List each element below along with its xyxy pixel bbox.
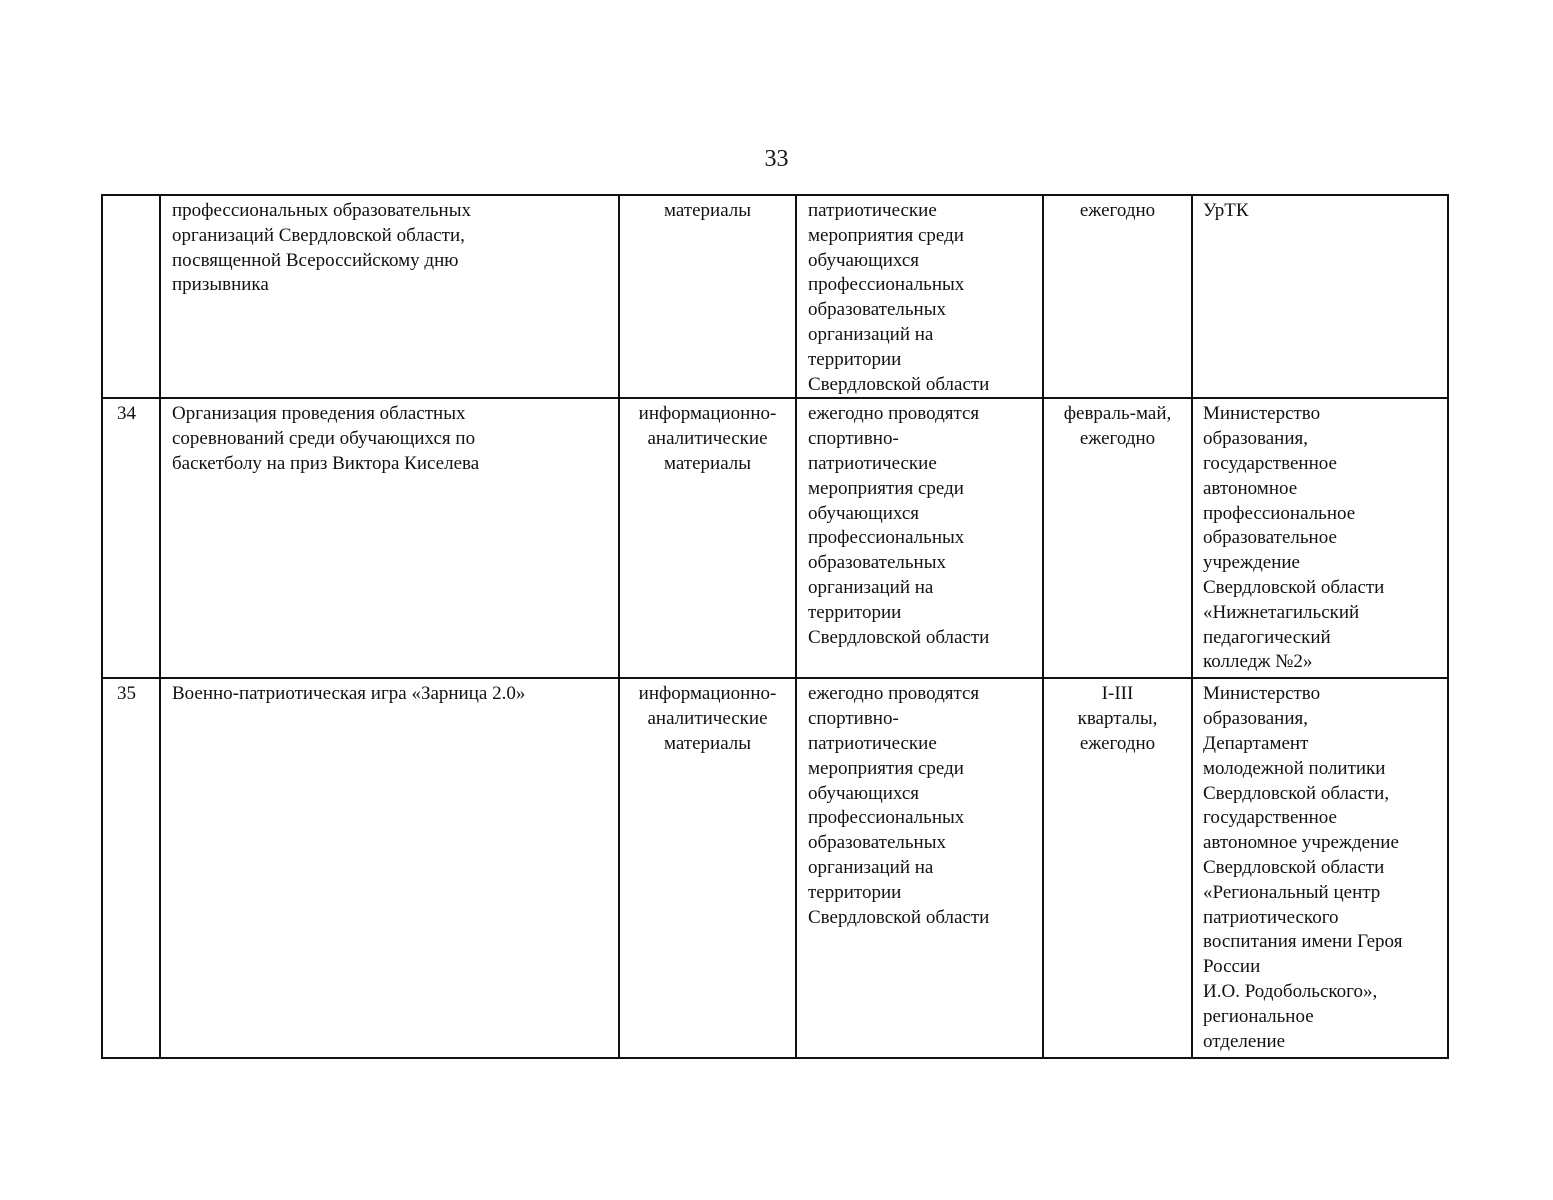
- cell-text-line: образовательное: [1203, 527, 1337, 549]
- cell-text-line: Свердловской области: [1203, 576, 1385, 598]
- executors-cell: [1192, 398, 1448, 678]
- cell-text-line: молодежной политики: [1203, 757, 1386, 779]
- cell-text-line: Свердловской области,: [1203, 782, 1390, 804]
- cell-text-line: баскетболу на приз Виктора Киселева: [172, 452, 480, 474]
- cell-text-line: кварталы,: [1077, 708, 1158, 730]
- executors-cell: [1192, 195, 1448, 398]
- cell-text-line: государственное: [1203, 452, 1337, 474]
- cell-text-line: образовательных: [808, 832, 946, 854]
- cell-text-line: отделение: [1203, 1030, 1286, 1052]
- executors-cell: [1192, 678, 1448, 1058]
- documents-cell: [619, 195, 796, 398]
- cell-text-line: И.О. Родобольского»,: [1203, 980, 1378, 1002]
- cell-text-line: февраль-май,: [1063, 403, 1172, 425]
- cell-text-line: Свердловской области: [808, 373, 990, 395]
- cell-text-line: ежегодно проводятся: [808, 683, 980, 705]
- cell-text-line: ежегодно: [1079, 200, 1156, 221]
- cell-text-line: мероприятия среди: [808, 757, 964, 779]
- cell-text-line: обучающихся: [808, 502, 920, 524]
- cell-text-line: Департамент: [1203, 732, 1309, 754]
- row-number-cell: [102, 398, 160, 678]
- cell-text-line: государственное: [1203, 807, 1337, 829]
- cell-text-line: автономное: [1203, 477, 1298, 499]
- cell-text-line: информационно-: [638, 403, 777, 425]
- cell-text-line: ежегодно: [1079, 428, 1156, 450]
- cell-text-line: региональное: [1203, 1005, 1314, 1027]
- cell-text-line: материалы: [663, 452, 752, 474]
- cell-text-line: территории: [808, 601, 902, 623]
- cell-text-line: информационно-: [638, 683, 777, 705]
- cell-text: 35: [117, 683, 136, 705]
- cell-text-line: Министерство: [1203, 683, 1321, 705]
- cell-text-line: УрТК: [1203, 200, 1249, 221]
- cell-text-line: патриотические: [808, 200, 937, 221]
- cell-text: 34: [117, 403, 136, 425]
- cell-text-line: профессиональное: [1203, 502, 1356, 524]
- cell-text-line: организаций на: [808, 576, 934, 598]
- result-cell: [796, 678, 1043, 1058]
- cell-text-line: профессиональных: [808, 527, 965, 549]
- term-cell: [1043, 678, 1192, 1058]
- cell-text-line: организаций на: [808, 323, 934, 345]
- event-cell: [160, 195, 619, 398]
- cell-text-line: ежегодно: [1079, 732, 1156, 754]
- cell-text-line: «Региональный центр: [1203, 881, 1381, 903]
- cell-text-line: патриотические: [808, 732, 937, 754]
- cell-text-line: Организация проведения областных: [172, 403, 466, 425]
- cell-text-line: материалы: [663, 732, 752, 754]
- cell-text-line: воспитания имени Героя: [1203, 931, 1403, 953]
- cell-text-line: образования,: [1203, 708, 1308, 730]
- cell-text-line: мероприятия среди: [808, 224, 964, 246]
- result-cell: [796, 195, 1043, 398]
- cell-text-line: I-III: [1101, 683, 1134, 705]
- cell-text-line: территории: [808, 348, 902, 370]
- result-cell: [796, 398, 1043, 678]
- cell-text-line: учреждение: [1203, 552, 1300, 574]
- cell-text-line: аналитические: [647, 428, 768, 450]
- cell-text-line: организаций на: [808, 856, 934, 878]
- cell-text-line: колледж №2»: [1203, 651, 1313, 673]
- cell-text-line: обучающихся: [808, 782, 920, 804]
- cell-text-line: спортивно-: [808, 708, 899, 730]
- documents-cell: [619, 398, 796, 678]
- cell-text-line: посвященной Всероссийскому дню: [172, 249, 459, 271]
- table-row: [102, 398, 1448, 678]
- cell-text-line: призывника: [172, 274, 269, 296]
- cell-text-line: патриотические: [808, 452, 937, 474]
- cell-text-line: России: [1203, 956, 1261, 978]
- cell-text-line: ежегодно проводятся: [808, 403, 980, 425]
- cell-text-line: мероприятия среди: [808, 477, 964, 499]
- cell-text-line: обучающихся: [808, 249, 920, 271]
- event-cell: [160, 678, 619, 1058]
- cell-text-line: Свердловской области: [808, 906, 990, 928]
- cell-text-line: автономное учреждение: [1203, 832, 1399, 854]
- cell-text-line: профессиональных: [808, 274, 965, 296]
- cell-text-line: Министерство: [1203, 403, 1321, 425]
- cell-text-line: Свердловской области: [808, 626, 990, 648]
- term-cell: [1043, 195, 1192, 398]
- plan-table: [101, 194, 1449, 1059]
- cell-text-line: материалы: [663, 200, 752, 221]
- term-cell: [1043, 398, 1192, 678]
- table-body: [102, 195, 1448, 1058]
- table-row: [102, 195, 1448, 398]
- event-cell: [160, 398, 619, 678]
- cell-text-line: соревнований среди обучающихся по: [172, 428, 476, 450]
- cell-text-line: профессиональных: [808, 807, 965, 829]
- cell-text-line: территории: [808, 881, 902, 903]
- table-row: [102, 678, 1448, 1058]
- cell-text-line: патриотического: [1203, 906, 1339, 928]
- row-number-cell: [102, 195, 160, 398]
- cell-text-line: образовательных: [808, 552, 946, 574]
- cell-text-line: спортивно-: [808, 428, 899, 450]
- cell-text-line: педагогический: [1203, 626, 1331, 648]
- documents-cell: [619, 678, 796, 1058]
- cell-text-line: образования,: [1203, 428, 1308, 450]
- cell-text-line: образовательных: [808, 299, 946, 321]
- page-number: 33: [764, 146, 789, 172]
- cell-text-line: аналитические: [647, 708, 768, 730]
- cell-text-line: Свердловской области: [1203, 856, 1385, 878]
- row-number-cell: [102, 678, 160, 1058]
- cell-text-line: «Нижнетагильский: [1203, 601, 1360, 623]
- cell-text-line: организаций Свердловской области,: [172, 224, 465, 246]
- cell-text-line: профессиональных образовательных: [172, 200, 471, 221]
- cell-text-line: Военно-патриотическая игра «Зарница 2.0»: [172, 683, 526, 705]
